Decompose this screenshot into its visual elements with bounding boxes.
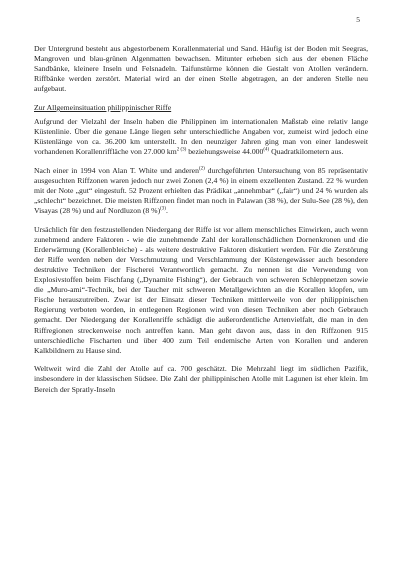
- coastline-text-2: beziehungsweise 44.000: [186, 146, 264, 156]
- footnote-ref: (2): [198, 165, 205, 171]
- paragraph-seafloor: Der Untergrund besteht aus abgestorbenem Korallenmaterial und Sand. Häufig ist der Boden mit Seegras, Mangroven und blau-grünen Algenmatten bewachsen. Mitunter erheben sich aus der ebenen Fläche Sandbänke, kleinere Inseln und Felsnadeln. Taifunstürme können die Gestalt von Atollen verändern. Riffbänke werden zerstört. Material wird an der einen Stelle abgetragen, an der anderen Stelle neu aufgebaut.: [34, 44, 368, 94]
- survey-text-1: Nach einer in 1994 von Alan T. White und anderen: [34, 165, 199, 175]
- survey-text-2: durchgeführten Untersuchung von 85 repräsentativ ausgesuchten Riffzonen waren jedoch nur zwei Zonen (2,4 %) in einem exzellenten Zustand. 22 % wurden mit der Note „gut“ eingestuft. 52 Prozent erhielten das Prädikat „annehmbar“ („fair“) und 24 % wurden als „schlecht“ bezeichnet. Die meisten Riffzonen findet man noch in Palawan (38 %), der Sulu-See (28 %), den Visayas (28 %) und auf Nordluzon (8 %): [34, 165, 368, 215]
- coastline-text-1: Aufgrund der Vielzahl der Inseln haben die Philippinen im internationalen Maßstab eine relativ lange Küstenlinie. Über die genaue Länge liegen sehr unterschiedliche Angaben vor, zumeist wird jedoch eine Küstenlänge von ca. 36.200 km unterstellt. In den neunziger Jahren ging man von einer landesweit vorhandenen Korallenriffläche von 27.000 km: [34, 116, 368, 156]
- paragraph-reef-decline: Ursächlich für den festzustellenden Niedergang der Riffe ist vor allem menschliches Einwirken, auch wenn zunehmend andere Faktoren - wie die zunehmende Zahl der korallenschädlichen Dornenkronen und die Erderwärmung (Korallenbleiche) - als weitere destruktive Faktoren diskutiert werden. Für die Zerstörung der Riffe werden neben der Verschmutzung und Verschlammung der Küstengewässer auch besondere destruktive Techniken der Fischerei Verantwortlich gemacht. Zu nennen ist die Verwendung von Explosivstoffen beim Fischfang („Dynamite Fishing“), der Gebrauch von schweren Schleppnetzen sowie die „Muro-ami“-Technik, bei der Taucher mit schweren Metallgewichten an die Korallen klopfen, um Fische herauszutreiben. Zwar ist der Einsatz dieser Techniken mittlerweile von der philippinischen Regierung verboten worden, in entlegenen Regionen wird von diesen Techniken aber noch Gebrauch gemacht. Der Niedergang der Korallenriffe schädigt die außerordentliche Artenvielfalt, die man in den Riffregionen streckenweise noch antreffen kann. Man geht davon aus, dass in den Riffzonen 915 unterschiedliche Fischarten und über 400 zum Teil endemische Arten von Korallen und anderen Kalkbildnern zu Hause sind.: [34, 224, 368, 355]
- page-body: [34, 44, 368, 403]
- page-number: 5: [356, 15, 360, 24]
- footnote-ref: 2 (3): [176, 147, 187, 153]
- footnote-ref: (4): [263, 147, 270, 153]
- paragraph-reef-survey: [34, 166, 368, 216]
- paragraph-coastline: [34, 117, 368, 157]
- paragraph-atolls: Weltweit wird die Zahl der Atolle auf ca. 700 geschätzt. Die Mehrzahl liegt im südlichen Pazifik, insbesondere in der klassischen Südsee. Die Zahl der philippinischen Atolle mit Lagunen ist eher klein. Im Bereich der Spratly-Inseln: [34, 364, 368, 394]
- survey-text-3: .: [165, 205, 168, 215]
- section-heading: Zur Allgemeinsituation philippinischer Riffe: [34, 103, 172, 113]
- footnote-ref: (3): [160, 206, 166, 212]
- coastline-text-3: Quadratkilometern aus.: [269, 146, 344, 156]
